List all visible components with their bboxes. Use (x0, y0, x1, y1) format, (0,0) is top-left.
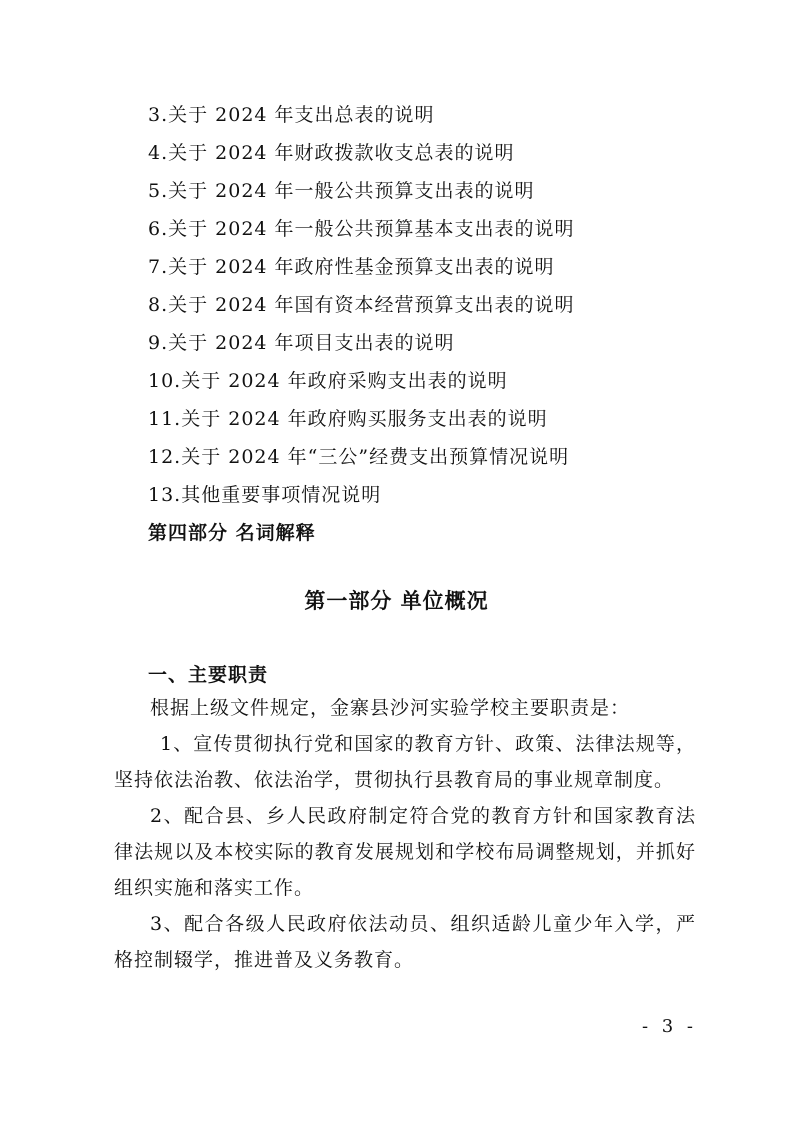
duty-paragraph: 3、配合各级人民政府依法动员、组织适龄儿童少年入学，严格控制辍学，推进普及义务教育。 (114, 913, 696, 971)
toc-item: 12.关于 2024 年“三公”经费支出预算情况说明 (148, 446, 570, 468)
toc-item: 6.关于 2024 年一般公共预算基本支出表的说明 (148, 218, 575, 240)
duty-paragraph: 1、宣传贯彻执行党和国家的教育方针、政策、法律法规等，坚持依法治教、依法治学，贯彻执行县教育局的事业规章制度。 (114, 733, 696, 791)
body-text (114, 690, 696, 978)
toc-part-heading: 第四部分 名词解释 (148, 522, 316, 544)
section-title: 第一部分 单位概况 (304, 589, 489, 613)
intro-paragraph: 根据上级文件规定，金寨县沙河实验学校主要职责是： (150, 697, 631, 719)
toc-item: 10.关于 2024 年政府采购支出表的说明 (148, 370, 508, 392)
toc-item: 4.关于 2024 年财政拨款收支总表的说明 (148, 142, 515, 164)
toc-item: 3.关于 2024 年支出总表的说明 (148, 104, 435, 126)
toc-item: 7.关于 2024 年政府性基金预算支出表的说明 (148, 256, 555, 278)
page-number: - 3 - (641, 1016, 697, 1037)
toc-item: 13.其他重要事项情况说明 (148, 484, 382, 506)
toc-item: 8.关于 2024 年国有资本经营预算支出表的说明 (148, 294, 575, 316)
table-of-contents (148, 96, 708, 552)
subsection-heading: 一、主要职责 (148, 664, 269, 686)
toc-item: 9.关于 2024 年项目支出表的说明 (148, 332, 455, 354)
toc-item: 5.关于 2024 年一般公共预算支出表的说明 (148, 180, 535, 202)
toc-item: 11.关于 2024 年政府购买服务支出表的说明 (148, 408, 548, 430)
duty-paragraph: 2、配合县、乡人民政府制定符合党的教育方针和国家教育法律法规以及本校实际的教育发展规划和学校布局调整规划，并抓好组织实施和落实工作。 (114, 805, 696, 899)
